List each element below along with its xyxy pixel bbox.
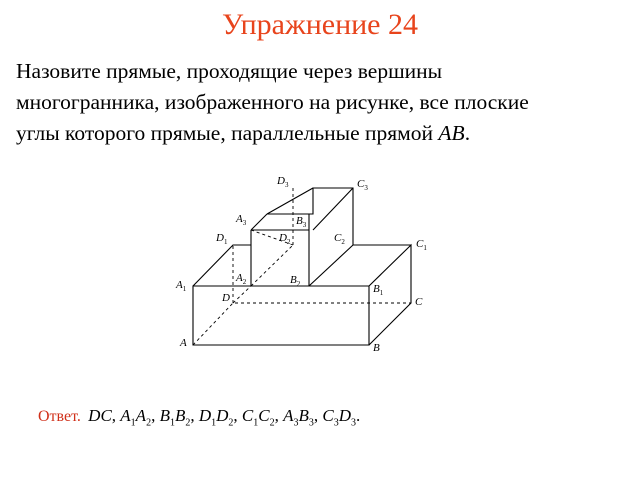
answer-item: $D_1D_2$ bbox=[198, 406, 234, 429]
label-b: B bbox=[373, 342, 380, 354]
step-side-edge bbox=[251, 214, 267, 230]
answer-item: $A_3B_3$ bbox=[283, 406, 314, 429]
problem-line-2: многогранника, изображенного на рисунке, все плоские bbox=[16, 90, 529, 114]
label-b2: $B_2$ bbox=[290, 274, 301, 288]
answer-item: $B_1B_2$ bbox=[159, 406, 191, 429]
answer-label: Ответ. bbox=[38, 408, 81, 425]
solid-edges bbox=[193, 188, 411, 345]
label-a: A bbox=[180, 337, 187, 349]
answer-end: . bbox=[356, 406, 361, 425]
tower-outline bbox=[309, 188, 353, 245]
vertex-labels bbox=[175, 175, 427, 354]
label-a3: $A_3$ bbox=[236, 213, 247, 227]
answer-item: $C_3D_3$ bbox=[322, 406, 356, 429]
label-c2: $C_2$ bbox=[334, 232, 345, 246]
label-d3: $D_3$ bbox=[277, 175, 289, 189]
label-d: D bbox=[222, 292, 230, 304]
hidden-edges bbox=[193, 188, 411, 345]
answer-item: $C_1C_2$ bbox=[241, 406, 275, 429]
label-b1: $B_1$ bbox=[373, 283, 384, 297]
segment-ab: AB bbox=[438, 121, 465, 145]
exercise-title: Упражнение 24 bbox=[222, 8, 418, 41]
tower-top-diagonal bbox=[313, 188, 353, 230]
hidden-link bbox=[233, 286, 251, 303]
problem-line-3-prefix: углы которого прямые, параллельные прямой bbox=[16, 121, 439, 145]
base-right-face bbox=[369, 245, 411, 345]
answer-line: Ответ. DC, $A_1A_2$, $B_1B_2$, $D_1D_2$, $C_1C_2$, $A_3B_3$, $C_3D_3$. bbox=[38, 406, 361, 429]
hidden-step-back bbox=[251, 245, 293, 286]
label-c1: $C_1$ bbox=[416, 238, 427, 252]
tower-base-diagonal bbox=[309, 245, 353, 286]
label-a1: $A_1$ bbox=[176, 279, 187, 293]
label-a2: $A_2$ bbox=[236, 272, 247, 286]
label-c: C bbox=[415, 296, 423, 308]
problem-line-1: Назовите прямые, проходящие через вершины bbox=[16, 59, 443, 83]
answer-item: $A_1A_2$ bbox=[120, 406, 152, 429]
answer-item: DC bbox=[88, 406, 112, 425]
label-b3: $B_3$ bbox=[296, 215, 307, 229]
label-d1: $D_1$ bbox=[216, 232, 228, 246]
label-d2: $D_2$ bbox=[279, 232, 291, 246]
label-c3: $C_3$ bbox=[357, 178, 368, 192]
base-front-face bbox=[193, 286, 369, 345]
hidden-base-edges bbox=[193, 303, 411, 345]
problem-line-3-suffix: . bbox=[464, 121, 471, 145]
tower-top-left-edge bbox=[267, 188, 313, 214]
